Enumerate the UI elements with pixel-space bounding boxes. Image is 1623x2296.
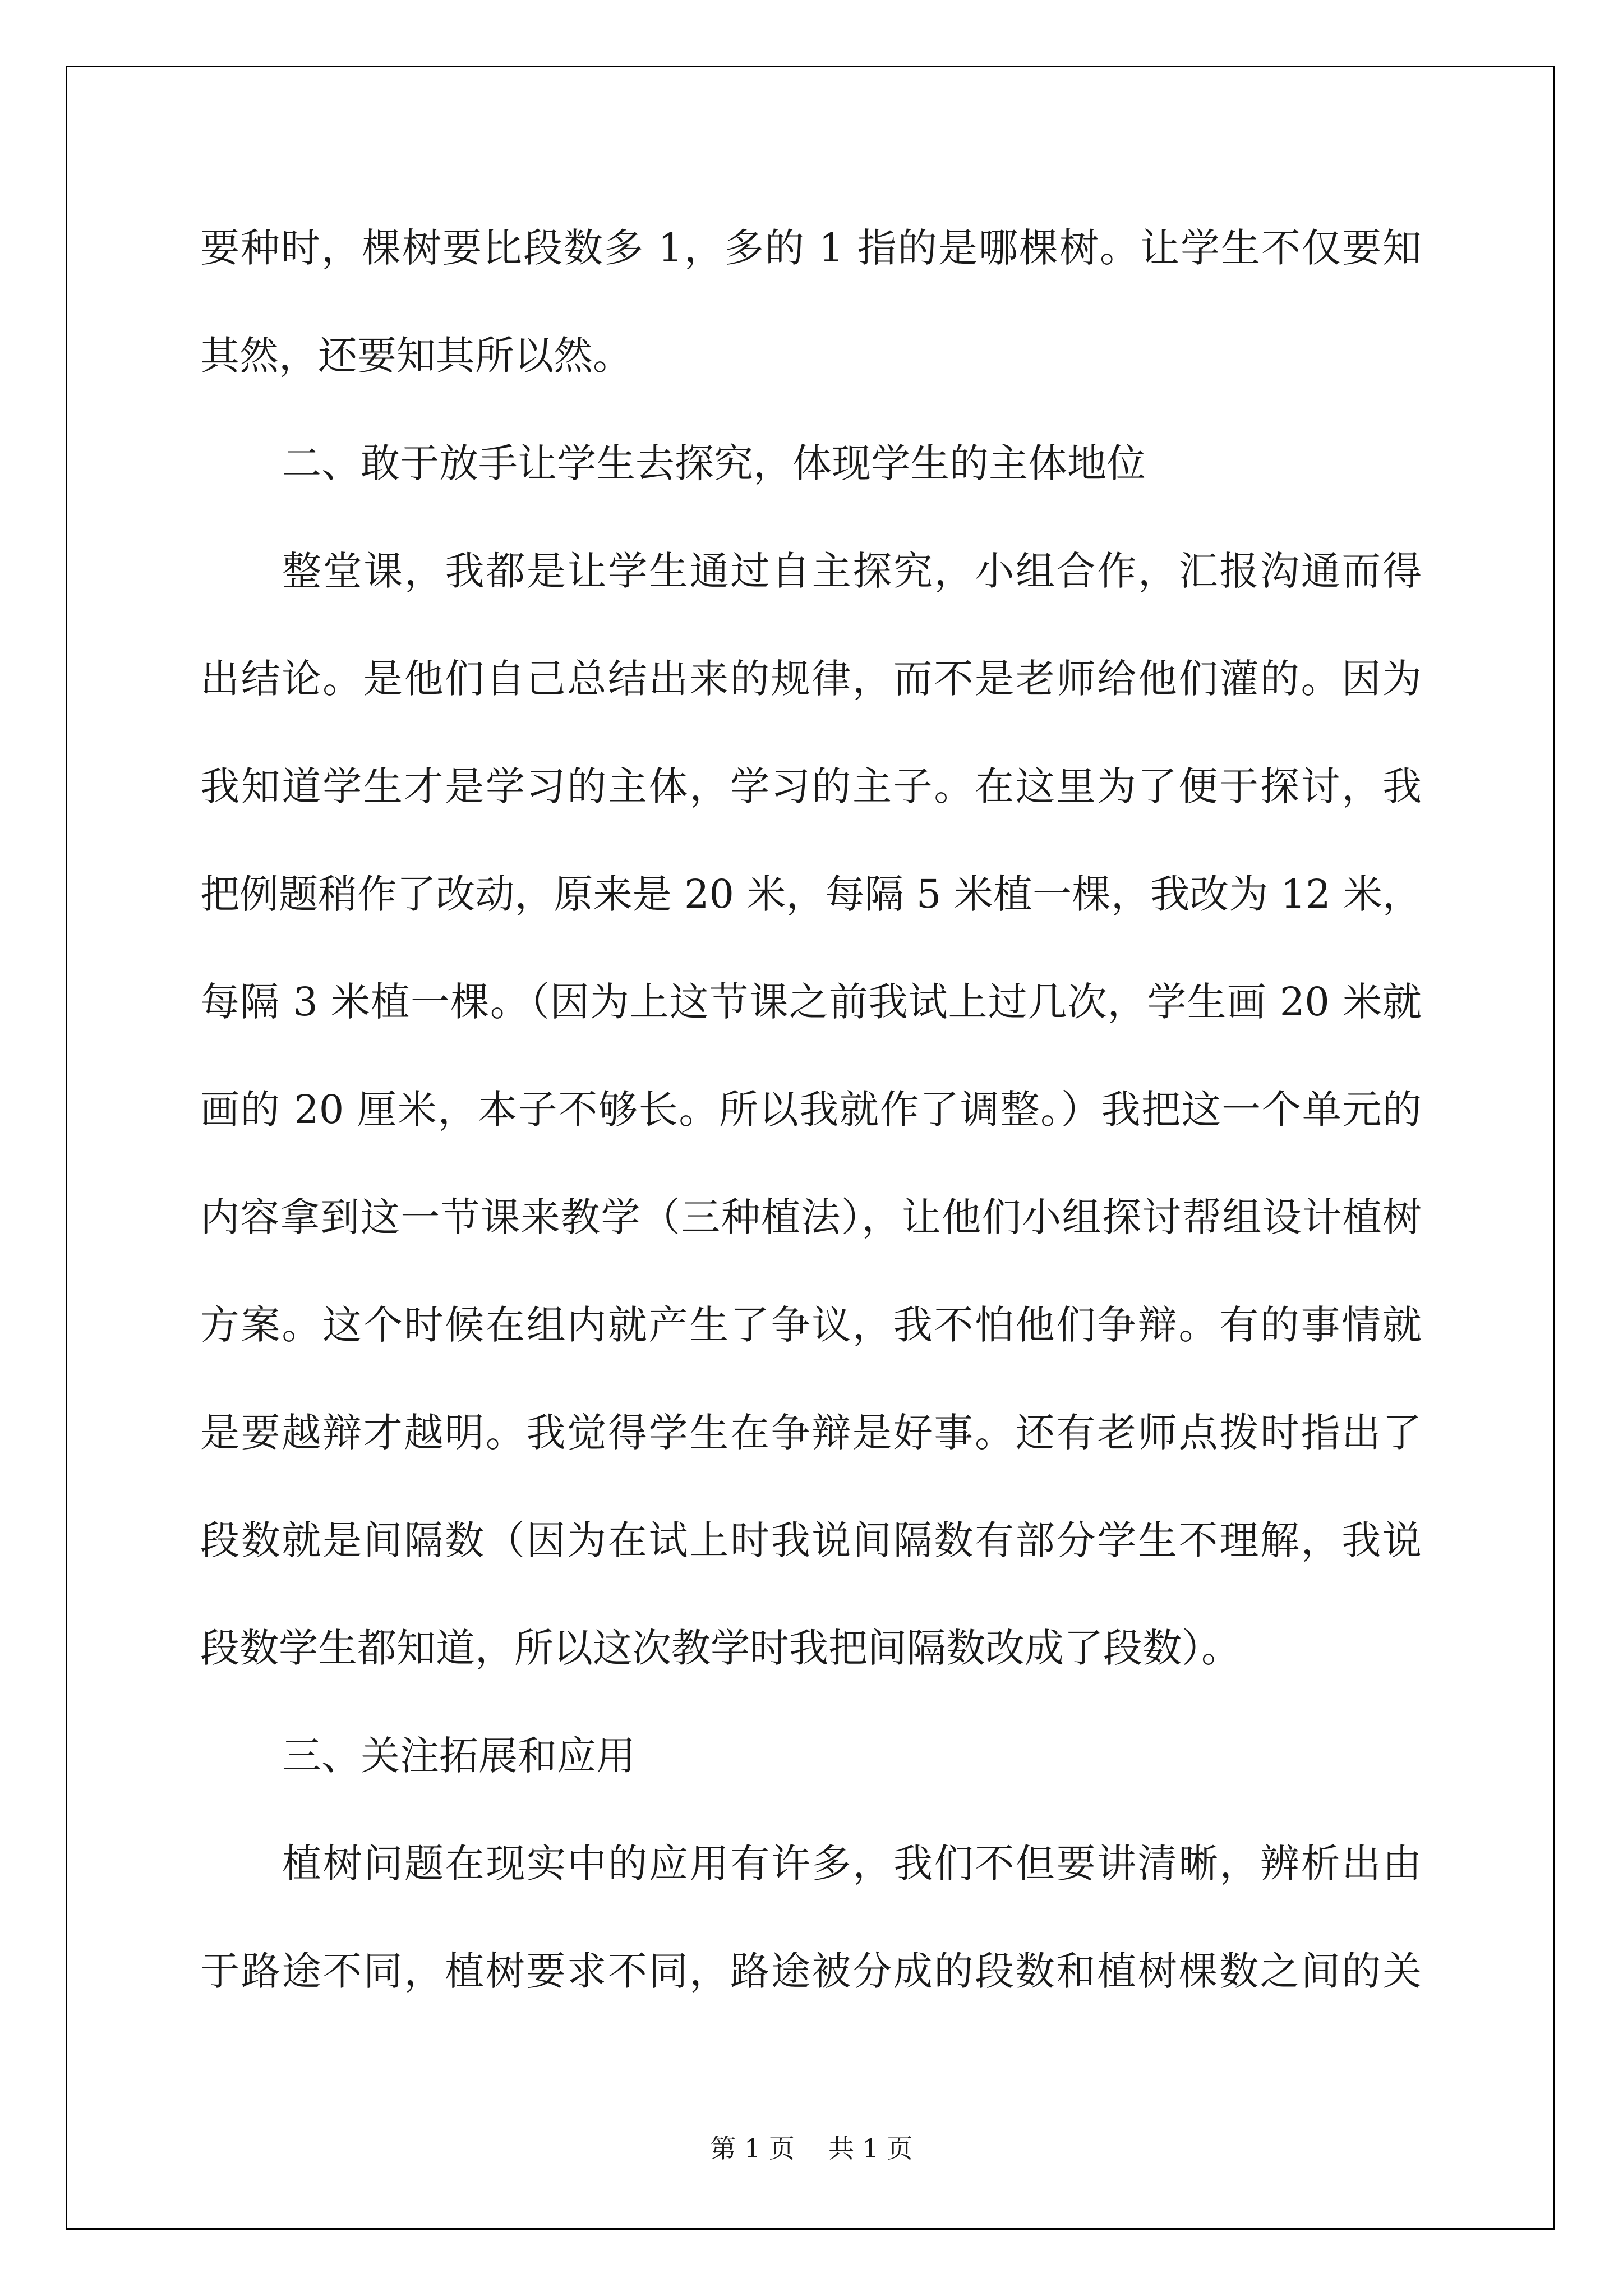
text-line: 每隔 3 米植一棵。（因为上这节课之前我试上过几次，学生画 20 米就 <box>200 979 1422 1025</box>
text-line: 我知道学生才是学习的主体，学习的主子。在这里为了便于探讨，我 <box>200 763 1422 809</box>
section-heading: 二、敢于放手让学生去探究，体现学生的主体地位 <box>282 440 1146 486</box>
page-footer <box>0 2132 1623 2165</box>
text-line: 是要越辩才越明。我觉得学生在争辩是好事。还有老师点拨时指出了 <box>200 1410 1422 1456</box>
text-line: 植树问题在现实中的应用有许多，我们不但要讲清晰，辨析出由 <box>282 1841 1422 1887</box>
document-body <box>200 222 1422 2053</box>
text-line: 于路途不同，植树要求不同，路途被分成的段数和植树棵数之间的关 <box>200 1948 1422 1994</box>
page-total: 共 1 页 <box>828 2133 913 2164</box>
text-line: 要种时，棵树要比段数多 1，多的 1 指的是哪棵树。让学生不仅要知 <box>200 225 1422 271</box>
text-line: 段数就是间隔数（因为在试上时我说间隔数有部分学生不理解，我说 <box>200 1517 1422 1563</box>
text-line: 方案。这个时候在组内就产生了争议，我不怕他们争辩。有的事情就 <box>200 1302 1422 1348</box>
text-line: 画的 20 厘米，本子不够长。所以我就作了调整。）我把这一个单元的 <box>200 1087 1422 1133</box>
text-line: 出结论。是他们自己总结出来的规律，而不是老师给他们灌的。因为 <box>200 656 1422 702</box>
text-line: 内容拿到这一节课来教学（三种植法），让他们小组探讨帮组设计植树 <box>200 1194 1422 1240</box>
page-number: 第 1 页 <box>710 2133 795 2164</box>
section-heading: 三、关注拓展和应用 <box>282 1733 635 1779</box>
text-line: 把例题稍作了改动，原来是 20 米，每隔 5 米植一棵，我改为 12 米， <box>200 871 1422 917</box>
text-line: 整堂课，我都是让学生通过自主探究，小组合作，汇报沟通而得 <box>282 548 1422 594</box>
text-line: 段数学生都知道，所以这次教学时我把间隔数改成了段数）。 <box>200 1625 1241 1671</box>
text-line: 其然，还要知其所以然。 <box>200 333 632 379</box>
